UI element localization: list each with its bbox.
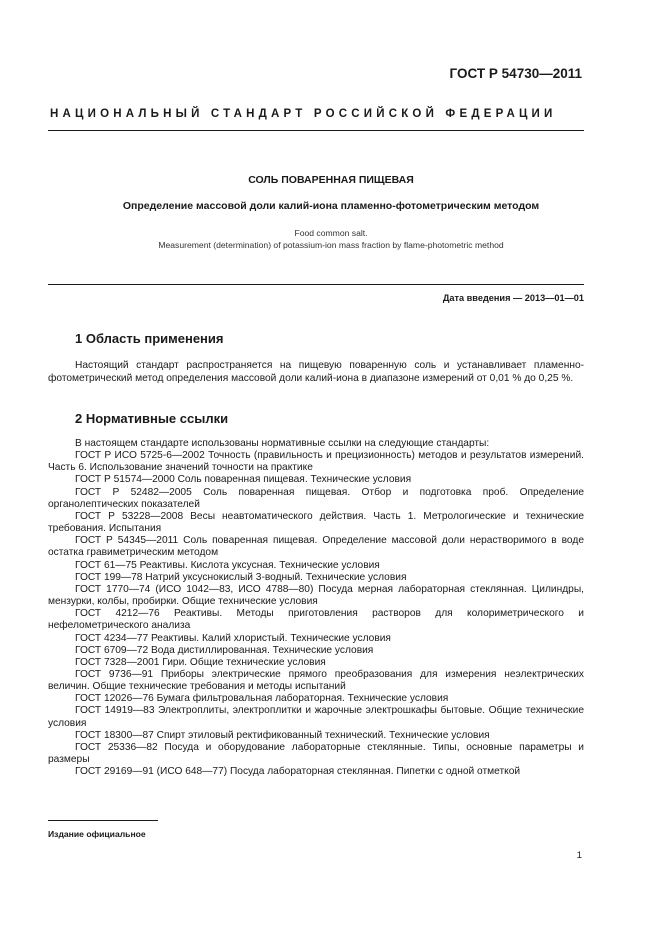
document-title: СОЛЬ ПОВАРЕННАЯ ПИЩЕВАЯ bbox=[248, 174, 414, 186]
reference-item bbox=[48, 657, 584, 669]
reference-item bbox=[48, 693, 584, 705]
reference-text: ГОСТ 29169—91 (ИСО 648—77) Посуда лабораторная стеклянная. Пипетки с одной отметкой bbox=[75, 766, 521, 778]
national-standard-banner: НАЦИОНАЛЬНЫЙ СТАНДАРТ РОССИЙСКОЙ ФЕДЕРАЦИИ bbox=[50, 108, 557, 120]
reference-text: ГОСТ 4212—76 Реактивы. Методы приготовления растворов для колориметрического и нефелометрического анализа bbox=[48, 608, 584, 632]
reference-text: ГОСТ 6709—72 Вода дистиллированная. Технические условия bbox=[75, 644, 374, 656]
reference-text: ГОСТ 18300—87 Спирт этиловый ректификованный технический. Технические условия bbox=[75, 729, 490, 741]
header-rule bbox=[48, 130, 584, 131]
footer-rule bbox=[48, 820, 158, 821]
references-intro bbox=[48, 438, 584, 450]
reference-item bbox=[48, 608, 584, 632]
reference-text: ГОСТ Р ИСО 5725-6—2002 Точность (правильность и прецизионность) методов и результатов измерений. Часть 6. Использование значений точности на практике bbox=[48, 450, 584, 474]
introduction-date: Дата введения — 2013—01—01 bbox=[442, 293, 584, 303]
gost-number: ГОСТ Р 54730—2011 bbox=[449, 66, 582, 81]
references-intro-text: В настоящем стандарте использованы нормативные ссылки на следующие стандарты: bbox=[75, 438, 490, 449]
reference-item bbox=[48, 535, 584, 559]
reference-item bbox=[48, 633, 584, 645]
section-1-body: Настоящий стандарт распространяется на пищевую поваренную соль и устанавливает пламенно-фотометрический метод определения массовой доли калий-иона в диапазоне измерений от 0,01 % до 0,25 %. bbox=[48, 360, 584, 385]
reference-text: ГОСТ Р 52482—2005 Соль поваренная пищевая. Отбор и подготовка проб. Определение органолептических показателей bbox=[48, 486, 584, 510]
reference-text: ГОСТ 12026—76 Бумага фильтровальная лабораторная. Технические условия bbox=[75, 693, 449, 705]
reference-item bbox=[48, 450, 584, 474]
document-subtitle: Определение массовой доли калий-иона пламенно-фотометрическим методом bbox=[122, 200, 540, 212]
section-1-text bbox=[48, 359, 584, 386]
reference-text: ГОСТ 1770—74 (ИСО 1042—83, ИСО 4788—80) Посуда мерная лабораторная стеклянная. Цилиндры, мензурки, колбы, пробирки. Общие технические условия bbox=[48, 583, 584, 608]
reference-item bbox=[48, 705, 584, 729]
reference-item bbox=[48, 487, 584, 511]
official-edition-label: Издание официальное bbox=[48, 829, 146, 839]
reference-text: ГОСТ 61—75 Реактивы. Кислота уксусная. Технические условия bbox=[75, 559, 380, 571]
reference-item bbox=[48, 511, 584, 535]
title-rule bbox=[48, 284, 584, 285]
section-2-heading: 2 Нормативные ссылки bbox=[75, 411, 229, 426]
reference-text: ГОСТ 9736—91 Приборы электрические прямого преобразования для измерения неэлектрических величин. Общие технические требования и методы испытаний bbox=[48, 668, 584, 693]
references-list bbox=[48, 438, 584, 778]
reference-item bbox=[48, 584, 584, 608]
reference-item bbox=[48, 474, 584, 486]
reference-item bbox=[48, 645, 584, 657]
reference-text: ГОСТ 7328—2001 Гири. Общие технические условия bbox=[75, 656, 326, 668]
reference-text: ГОСТ Р 51574—2000 Соль поваренная пищевая. Технические условия bbox=[75, 474, 412, 486]
reference-item bbox=[48, 669, 584, 693]
reference-text: ГОСТ 14919—83 Электроплиты, электроплитки и жарочные электрошкафы бытовые. Общие технические условия bbox=[48, 705, 584, 729]
reference-item bbox=[48, 572, 584, 584]
reference-item bbox=[48, 730, 584, 742]
page-number: 1 bbox=[576, 850, 582, 861]
reference-item bbox=[48, 560, 584, 572]
section-1-heading: 1 Область применения bbox=[75, 331, 224, 346]
reference-text: ГОСТ Р 54345—2011 Соль поваренная пищевая. Определение массовой доли нерастворимого в воде остатка гравиметрическим методом bbox=[48, 535, 584, 559]
reference-item bbox=[48, 766, 584, 778]
reference-text: ГОСТ Р 53228—2008 Весы неавтоматического действия. Часть 1. Метрологические и технические требования. Испытания bbox=[48, 510, 584, 535]
reference-item bbox=[48, 742, 584, 766]
reference-text: ГОСТ 199—78 Натрий уксуснокислый 3-водный. Технические условия bbox=[75, 571, 407, 583]
reference-text: ГОСТ 25336—82 Посуда и оборудование лабораторные стеклянные. Типы, основные параметры и размеры bbox=[48, 741, 584, 766]
reference-text: ГОСТ 4234—77 Реактивы. Калий хлористый. Технические условия bbox=[75, 632, 391, 644]
title-english: Food common salt. bbox=[294, 228, 368, 238]
subtitle-english: Measurement (determination) of potassium-ion mass fraction by flame-photometric method bbox=[158, 240, 504, 250]
